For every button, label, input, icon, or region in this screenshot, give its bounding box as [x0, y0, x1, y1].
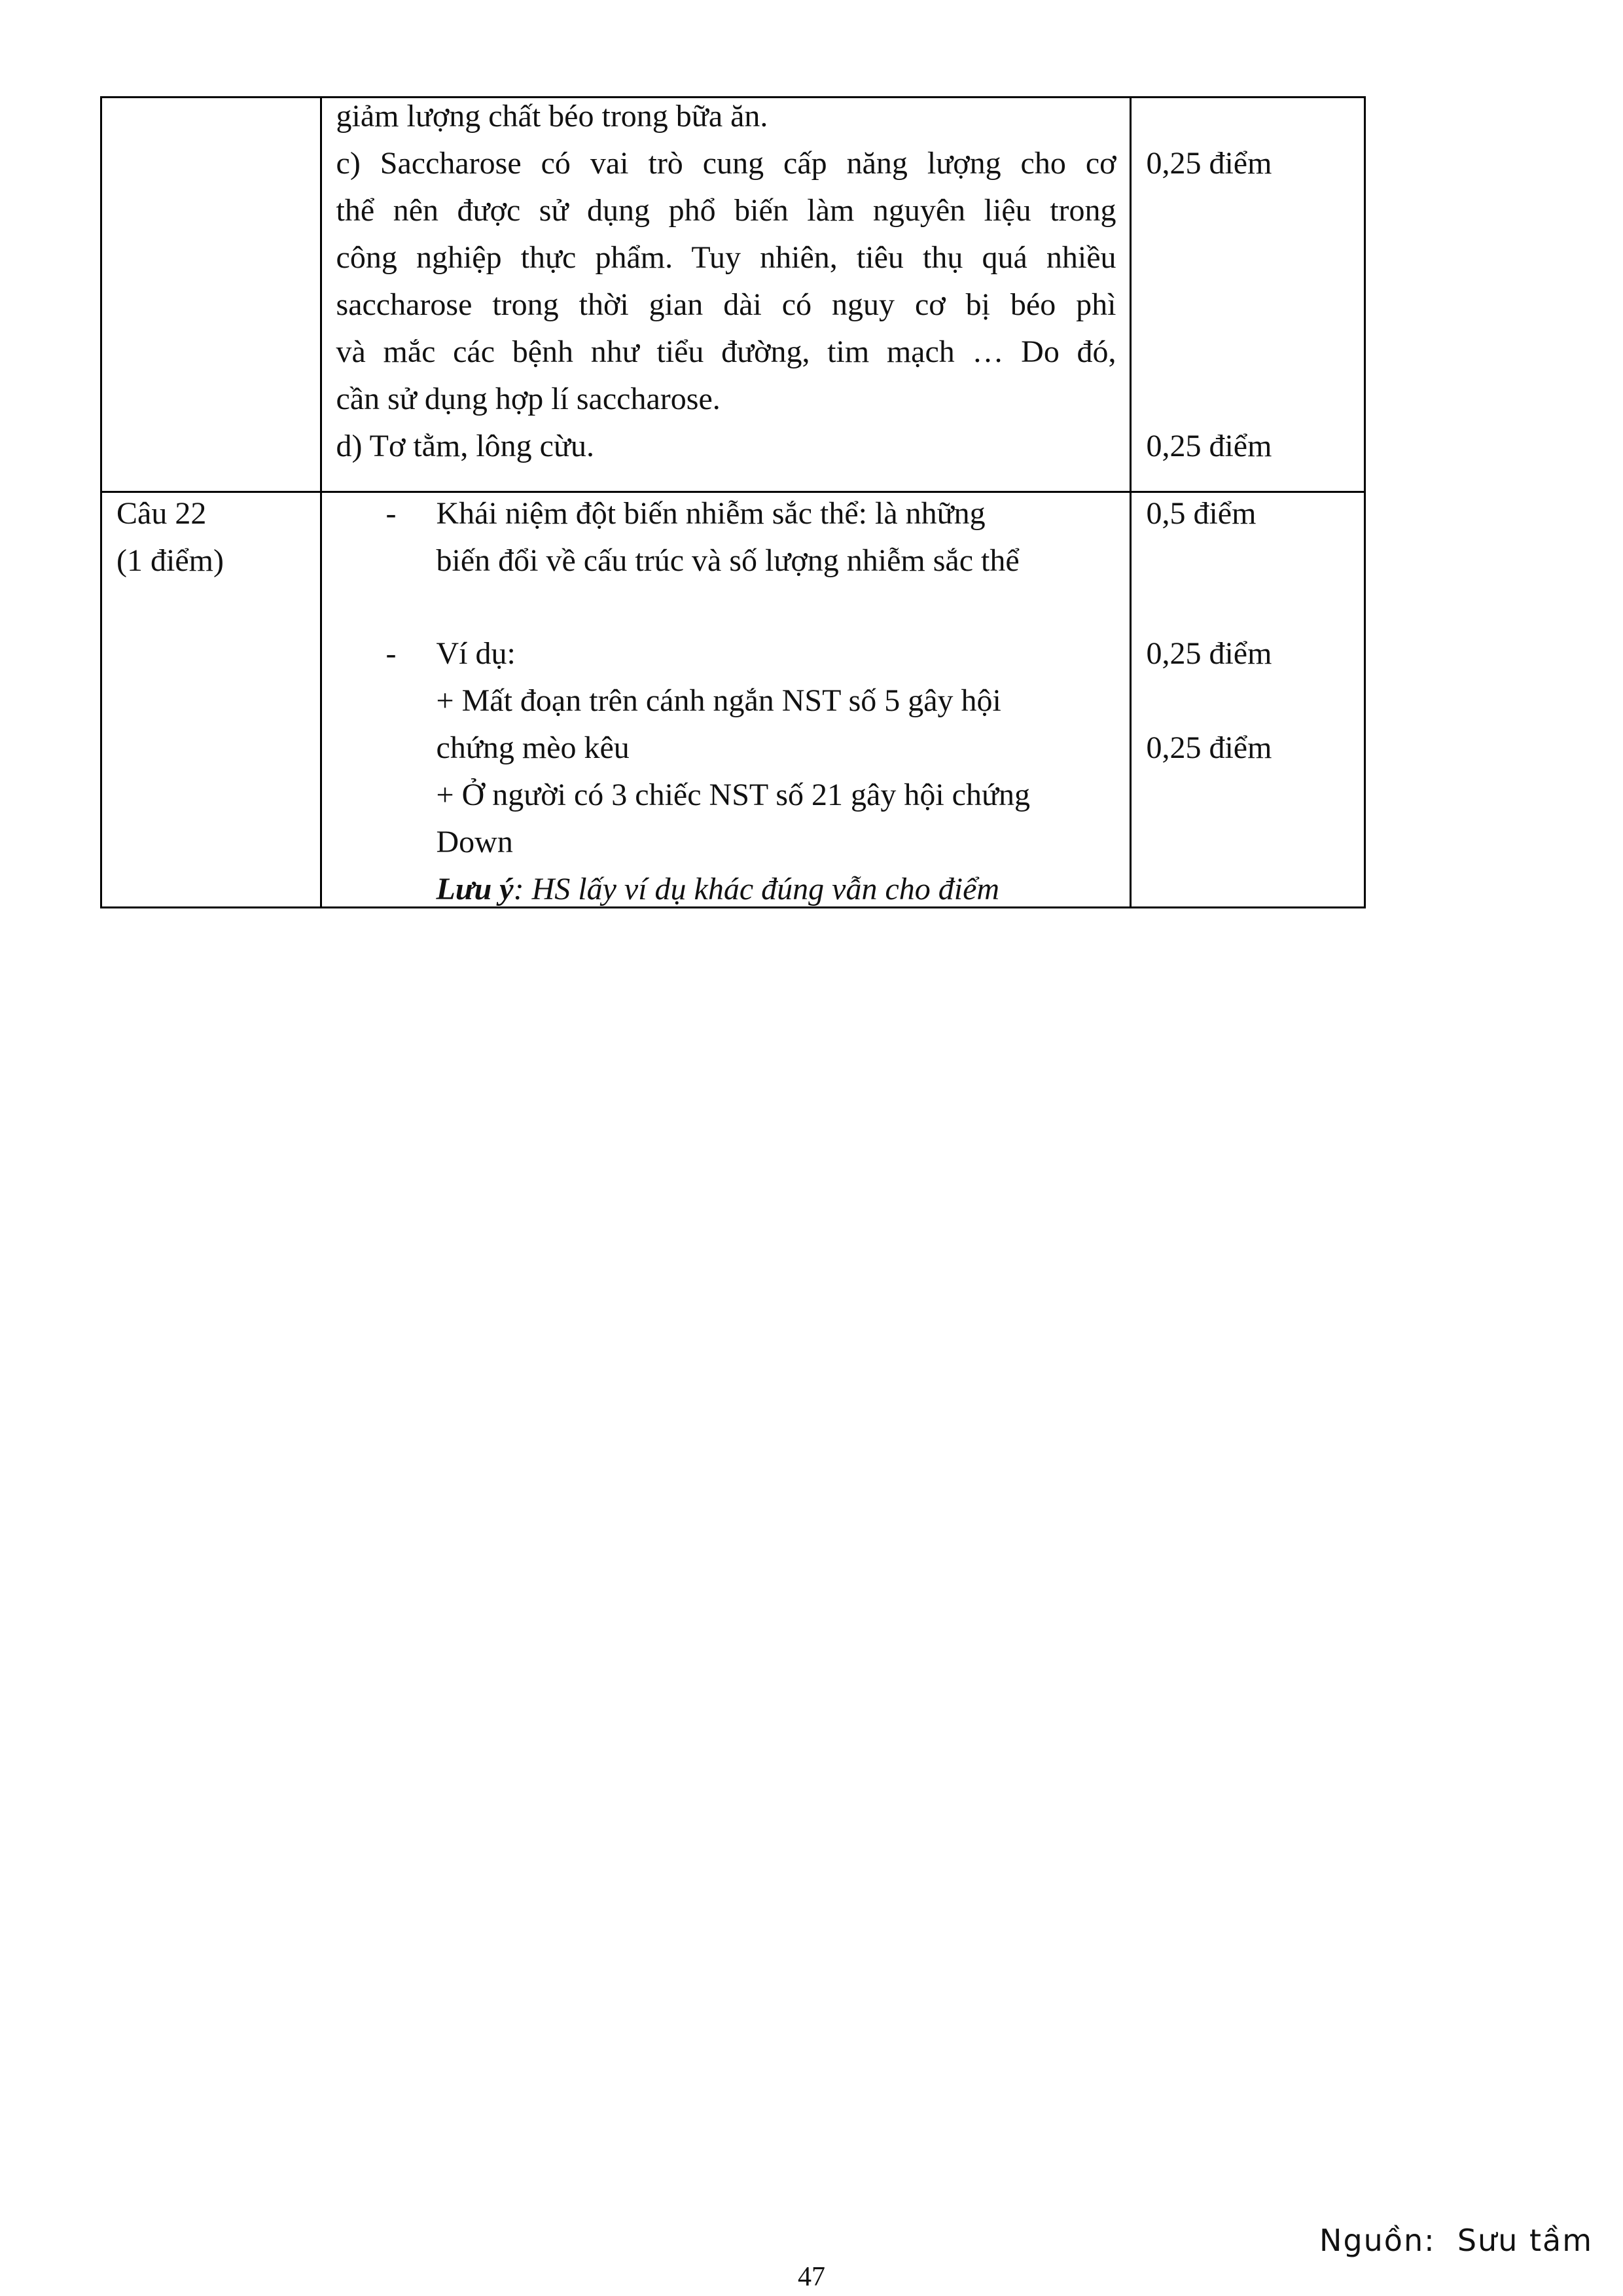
question-cell	[101, 98, 321, 492]
score-cell	[1131, 98, 1365, 492]
score-value: 0,25 điểm	[1146, 636, 1272, 671]
answer-line: saccharose trong thời gian dài có nguy cơ bị béo phì	[336, 287, 1116, 322]
answer-line: thể nên được sử dụng phổ biến làm nguyên liệu trong	[336, 193, 1116, 228]
answer-line: chứng mèo kêu	[436, 730, 630, 765]
table-row	[101, 98, 1365, 492]
answer-cell	[321, 98, 1131, 492]
answer-line: + Ở người có 3 chiếc NST số 21 gây hội chứng	[436, 778, 1030, 812]
answer-line: + Mất đoạn trên cánh ngắn NST số 5 gây hội	[436, 683, 1001, 718]
score-value: 0,25 điểm	[1146, 146, 1272, 181]
score-value: 0,25 điểm	[1146, 730, 1272, 765]
answer-line: biến đổi về cấu trúc và số lượng nhiễm sắc thể	[436, 543, 1020, 578]
table-row	[101, 492, 1365, 908]
question-number: Câu 22	[116, 496, 207, 531]
answer-line: và mắc các bệnh như tiểu đường, tim mạch … Do đó,	[336, 334, 1116, 369]
answer-line: Ví dụ:	[436, 636, 516, 671]
answer-line: c) Saccharose có vai trò cung cấp năng lượng cho cơ	[336, 146, 1116, 181]
score-value: 0,5 điểm	[1146, 496, 1257, 531]
answer-cell	[321, 492, 1131, 908]
answer-line: công nghiệp thực phẩm. Tuy nhiên, tiêu thụ quá nhiều	[336, 240, 1116, 275]
note-label: Lưu ý	[436, 872, 514, 906]
page-number: 47	[798, 2262, 825, 2292]
question-cell	[101, 492, 321, 908]
answer-line: Down	[436, 825, 513, 859]
score-cell	[1131, 492, 1365, 908]
answer-line: Khái niệm đột biến nhiễm sắc thể: là những	[436, 496, 986, 531]
answer-line: cần sử dụng hợp lí saccharose.	[336, 382, 721, 416]
note-text: : HS lấy ví dụ khác đúng vẫn cho điểm	[513, 872, 1000, 906]
note-line	[437, 866, 1000, 913]
source-credit: Nguồn: Sưu tầm	[1319, 2223, 1593, 2258]
answer-line: d) Tơ tằm, lông cừu.	[336, 429, 594, 463]
answer-line: giảm lượng chất béo trong bữa ăn.	[336, 99, 768, 134]
bullet-dash: -	[385, 636, 397, 671]
answer-key-table	[100, 96, 1366, 908]
question-points: (1 điểm)	[116, 543, 224, 578]
score-value: 0,25 điểm	[1146, 429, 1272, 463]
bullet-dash: -	[385, 496, 397, 531]
